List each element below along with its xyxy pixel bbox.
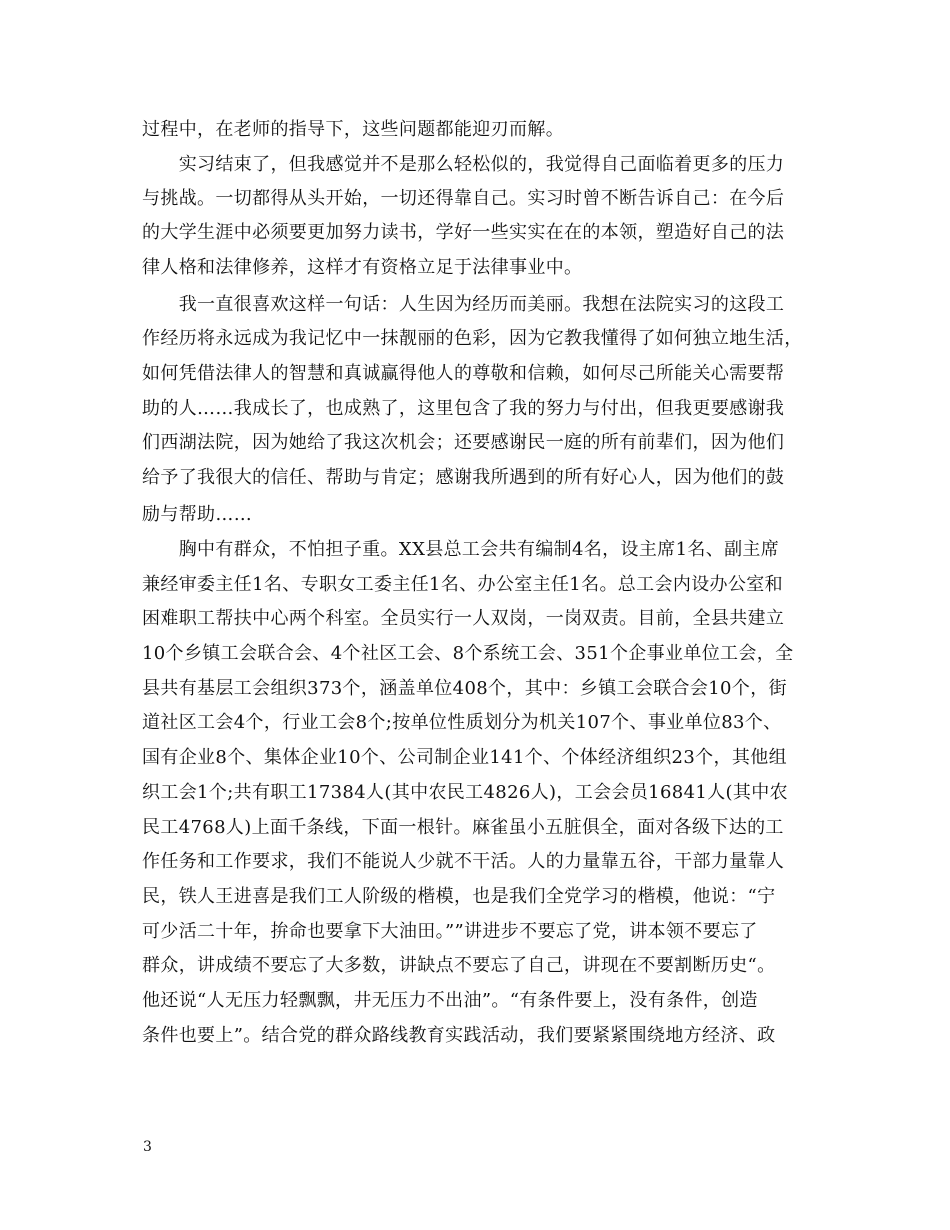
page-number: 3 (143, 1139, 152, 1155)
text-line: 我一直很喜欢这样一句话：人生因为经历而美丽。我想在法院实习的这段工 (142, 294, 785, 315)
text-line: 如何凭借法律人的智慧和真诚赢得他人的尊敬和信赖，如何尽己所能关心需要帮 (142, 363, 785, 384)
text-line: 国有企业8个、集体企业10个、公司制企业141个、个体经济组织23个，其他组 (142, 747, 787, 768)
text-line: 他还说“人无压力轻飘飘，井无压力不出油”。“有条件要上，没有条件，创造 (142, 990, 758, 1011)
text-line: 励与帮助…… (142, 504, 253, 525)
text-line: 给予了我很大的信任、帮助与肯定；感谢我所遇到的所有好心人，因为他们的鼓 (142, 467, 785, 488)
text-line: 兼经审委主任1名、专职女工委主任1名、办公室主任1名。总工会内设办公室和 (142, 574, 783, 595)
text-line: 群众，讲成绩不要忘了大多数，讲缺点不要忘了自己，讲现在不要割断历史“。 (142, 955, 776, 976)
text-line: 民，铁人王进喜是我们工人阶级的楷模，也是我们全党学习的楷模，他说：“宁 (142, 886, 776, 907)
text-line: 道社区工会4个，行业工会8个;按单位性质划分为机关107个、事业单位83个、 (142, 712, 782, 733)
text-line: 律人格和法律修养，这样才有资格立足于法律事业中。 (142, 257, 583, 278)
text-line: 过程中，在老师的指导下，这些问题都能迎刃而解。 (142, 119, 565, 140)
text-line: 作任务和工作要求，我们不能说人少就不干活。人的力量靠五谷，干部力量靠人 (142, 851, 785, 872)
text-line: 10个乡镇工会联合会、4个社区工会、8个系统工会、351个企事业单位工会，全 (142, 643, 794, 664)
text-line: 困难职工帮扶中心两个科室。全员实行一人双岗，一岗双责。目前，全县共建立 (142, 608, 785, 629)
text-line: 助的人……我成长了，也成熟了，这里包含了我的努力与付出，但我更要感谢我 (142, 398, 785, 419)
text-line: 县共有基层工会组织373个，涵盖单位408个，其中：乡镇工会联合会10个，街 (142, 678, 787, 699)
text-line: 们西湖法院，因为她给了我这次机会；还要感谢民一庭的所有前辈们，因为他们 (142, 432, 785, 453)
text-line: 条件也要上”。结合党的群众路线教育实践活动，我们要紧紧围绕地方经济、政 (142, 1025, 776, 1046)
text-line: 可少活二十年，拚命也要拿下大油田。””讲进步不要忘了党，讲本领不要忘了 (142, 921, 758, 942)
text-line: 民工4768人)上面千条线，下面一根针。麻雀虽小五脏俱全，面对各级下达的工 (142, 817, 784, 838)
text-line: 作经历将永远成为我记忆中一抹靓丽的色彩，因为它教我懂得了如何独立地生活， (142, 328, 803, 349)
text-line: 胸中有群众，不怕担子重。XX县总工会共有编制4名，设主席1名、副主席 (142, 539, 780, 560)
text-line: 织工会1个;共有职工17384人(其中农民工4826人)，工会会员16841人(其中农 (142, 782, 788, 803)
text-line: 实习结束了，但我感觉并不是那么轻松似的，我觉得自己面临着更多的压力 (142, 154, 785, 175)
text-line: 与挑战。一切都得从头开始，一切还得靠自己。实习时曾不断告诉自己：在今后 (142, 188, 785, 209)
text-line: 的大学生涯中必须要更加努力读书，学好一些实实在在的本领，塑造好自己的法 (142, 222, 785, 243)
